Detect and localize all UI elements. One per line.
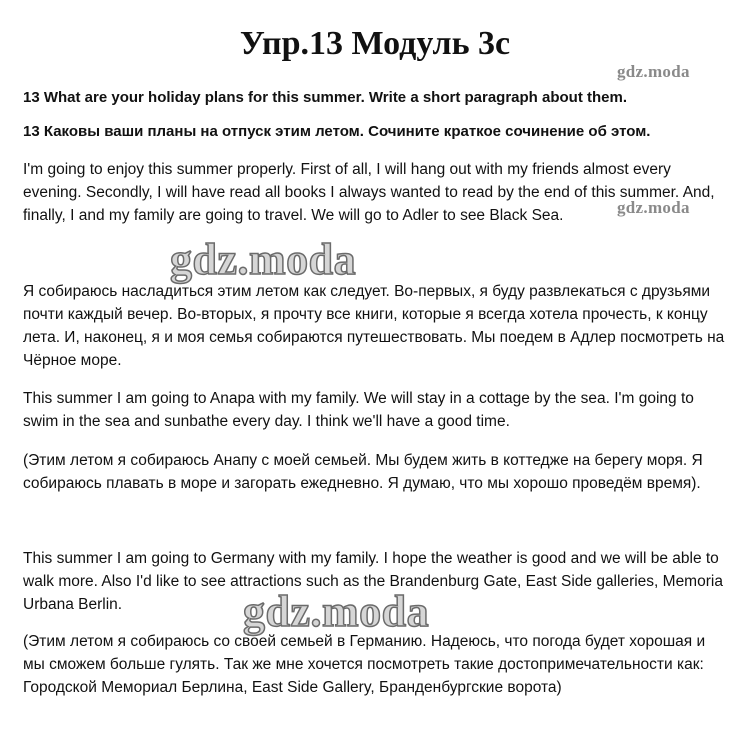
question-english: 13 What are your holiday plans for this summer. Write a short paragraph about them. <box>23 89 628 106</box>
answer-3-russian: (Этим летом я собираюсь со своей семьей в Германию. Надеюсь, что погода будет хорошая и мы сможем больше гулять. Так же мне хочется посмотреть такие достопримечательности как: Городской Мемориал Берлина, East Side Gallery, Бранденбургские ворота) <box>23 633 706 696</box>
question-russian: 13 Каковы ваши планы на отпуск этим летом. Сочините краткое сочинение об этом. <box>23 123 651 140</box>
watermark-small-2: gdz.moda <box>617 198 690 217</box>
watermark-small-1: gdz.moda <box>617 62 690 81</box>
watermark-large-1: gdz.moda <box>170 235 357 284</box>
answer-1-russian: Я собираюсь насладиться этим летом как следует. Во-первых, я буду развлекаться с друзьями почти каждый вечер. Во-вторых, я прочту все книги, которые я всегда хотела прочесть, к концу лета. И, наконец, я и моя семья собираются путешествовать. Мы поедем в Адлер посмотреть на Чёрное море. <box>23 283 725 369</box>
answer-1-english: I'm going to enjoy this summer properly. First of all, I will hang out with my friends almost every evening. Secondly, I will have read all books I always wanted to read by the end of this summer. And, finally, I and my family are going to travel. We will go to Adler to see Black Sea. <box>23 161 715 224</box>
watermark-large-2: gdz.moda <box>243 587 430 636</box>
answer-2-english: This summer I am going to Anapa with my family. We will stay in a cottage by the sea. I'm going to swim in the sea and sunbathe every day. I think we'll have a good time. <box>23 390 694 430</box>
page-title: Упр.13 Модуль 3с <box>239 25 511 62</box>
answer-3-english: This summer I am going to Germany with my family. I hope the weather is good and we will be able to walk more. Also I'd like to see attractions such as the Brandenburg Gate, East Side galleries, Memoria Urbana Berlin. <box>23 550 723 613</box>
answer-2-russian: (Этим летом я собираюсь Анапу с моей семьей. Мы будем жить в коттедже на берегу моря. Я собираюсь плавать в море и загорать ежедневно. Я думаю, что мы хорошо проведём время). <box>23 452 703 492</box>
